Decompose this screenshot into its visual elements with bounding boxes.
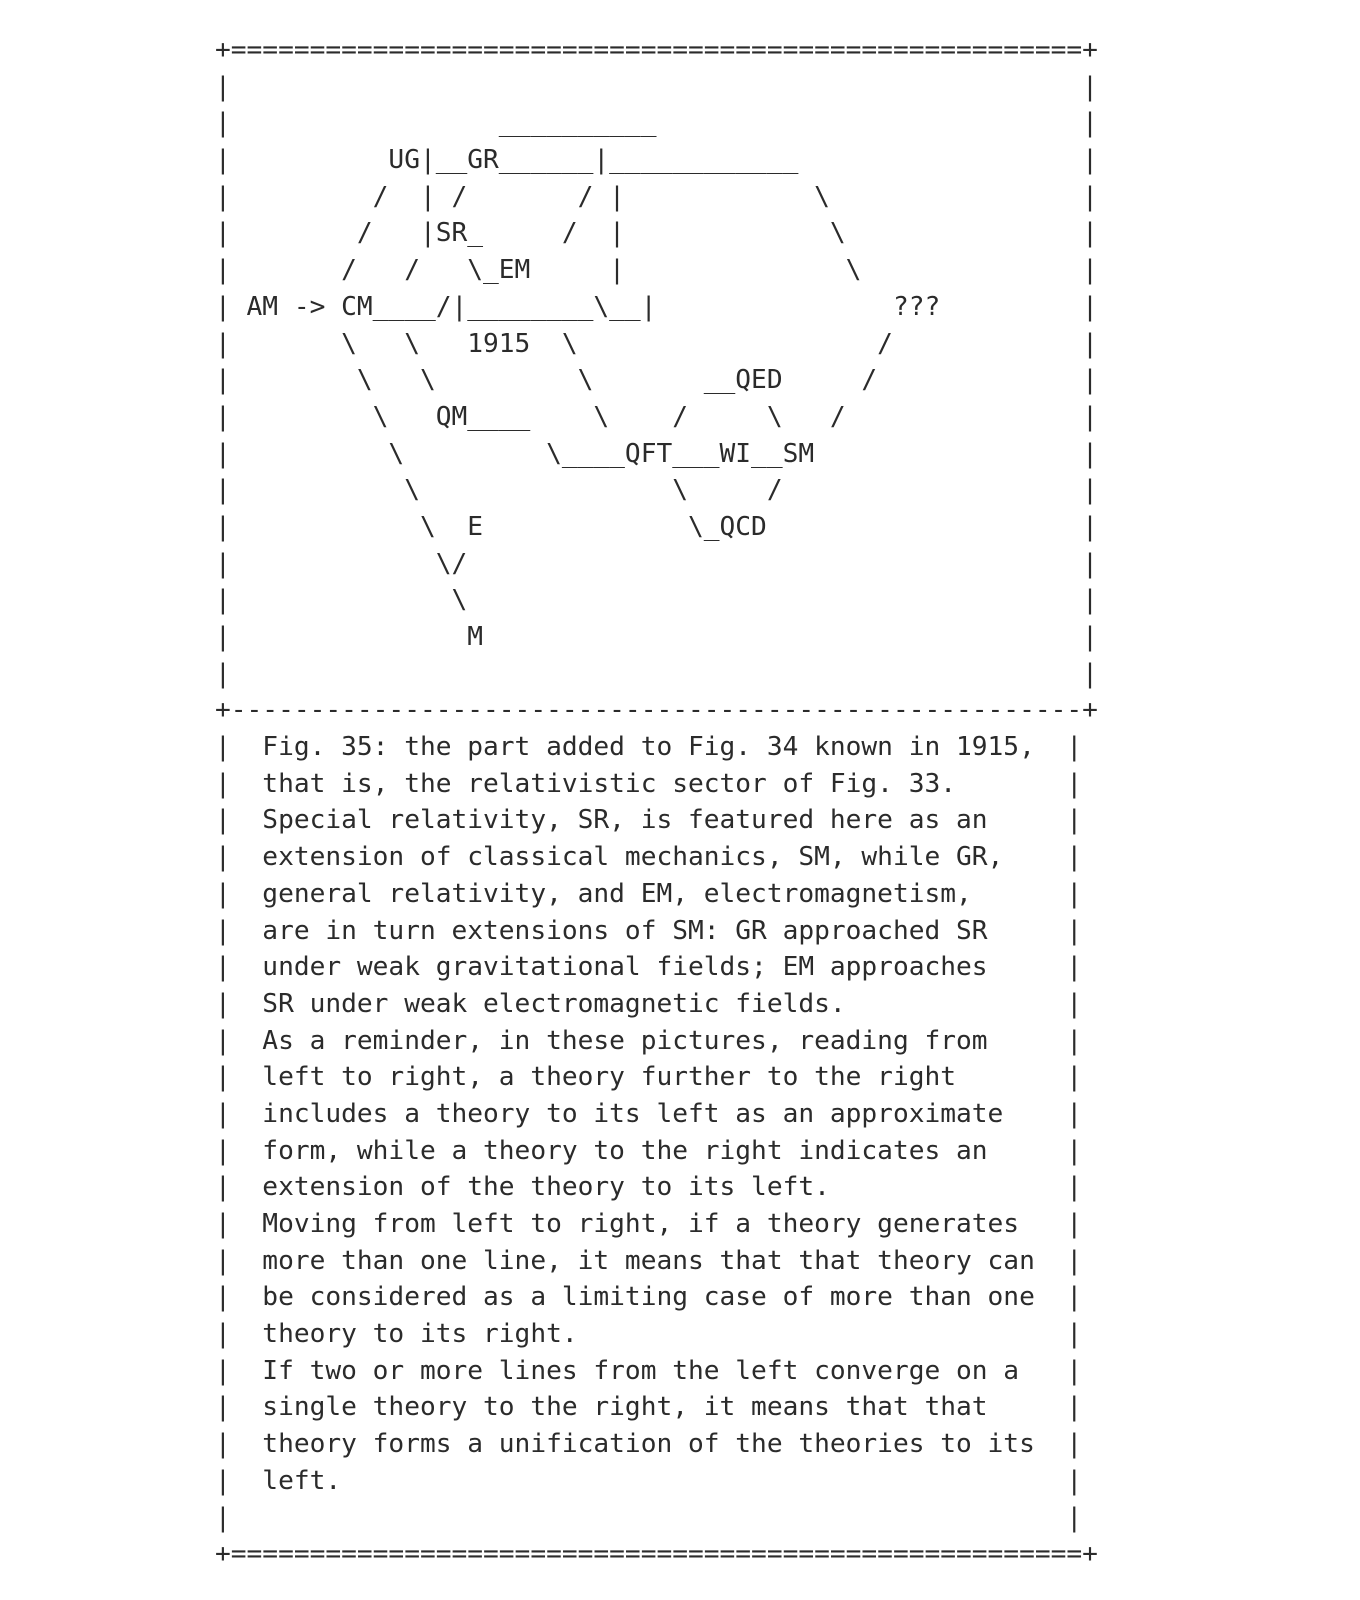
diagram-line: | | [215,658,1098,689]
caption-line: | be considered as a limiting case of more than one | [215,1282,1083,1313]
caption-line: | more than one line, it means that that theory can | [215,1245,1083,1276]
caption-line: | are in turn extensions of SM: GR approached SR | [215,915,1083,946]
caption-line: | Moving from left to right, if a theory generates | [215,1209,1083,1239]
diagram-line: | \ \ / | [215,475,1098,506]
caption-line: +======================================================+ [215,1539,1098,1570]
diagram-line: | \ \ 1915 \ / | [215,328,1098,359]
diagram-line: | UG|__GR______|____________ | [215,145,1098,176]
caption-line: | theory to its right. | [215,1319,1083,1350]
diagram-line: | / |SR_ / | \ | [215,218,1098,249]
caption-line: | form, while a theory to the right indicates an | [215,1135,1083,1166]
diagram-line: | | [215,71,1098,102]
diagram-line: +------------------------------------------------------+ [215,695,1098,726]
caption-line: | Special relativity, SR, is featured here as an | [215,805,1083,836]
diagram-line: | / | / / | \ | [215,181,1098,212]
caption-line: | theory forms a unification of the theories to its | [215,1429,1083,1460]
diagram-line: | \ | [215,585,1098,616]
diagram-line: | \/ | [215,548,1098,579]
caption-line: | If two or more lines from the left converge on a | [215,1355,1083,1386]
diagram-line: | \ \____QFT___WI__SM | [215,438,1098,469]
caption-line: | that is, the relativistic sector of Fig. 33. | [215,768,1083,799]
ascii-figure [215,32,1098,1573]
caption-line: | As a reminder, in these pictures, reading from | [215,1025,1083,1056]
diagram-line: | / / \_EM | \ | [215,255,1098,286]
caption-line: | extension of classical mechanics, SM, while GR, | [215,842,1083,873]
diagram-line: | __________ | [215,108,1098,139]
diagram-line: | \ QM____ \ / \ / | [215,401,1098,432]
caption-line: | single theory to the right, it means that that | [215,1392,1083,1423]
caption-line: | includes a theory to its left as an approximate | [215,1098,1083,1129]
caption-line: | left to right, a theory further to the right | [215,1062,1083,1093]
diagram-line: | M | [215,622,1098,652]
caption-line: | extension of the theory to its left. | [215,1172,1083,1203]
diagram-line: | AM -> CM____/|________\__| ??? | [215,291,1098,322]
diagram-line: | \ E \_QCD | [215,511,1098,542]
caption-line: | | [215,1502,1083,1533]
caption-line: | general relativity, and EM, electromagnetism, | [215,878,1083,909]
caption-line: | left. | [215,1465,1083,1496]
diagram-line: | \ \ \ __QED / | [215,365,1098,396]
caption-line: | under weak gravitational fields; EM approaches | [215,952,1083,983]
caption-line: | SR under weak electromagnetic fields. | [215,988,1083,1019]
diagram-line: +======================================================+ [215,35,1098,65]
caption-line: | Fig. 35: the part added to Fig. 34 known in 1915, | [215,732,1083,763]
